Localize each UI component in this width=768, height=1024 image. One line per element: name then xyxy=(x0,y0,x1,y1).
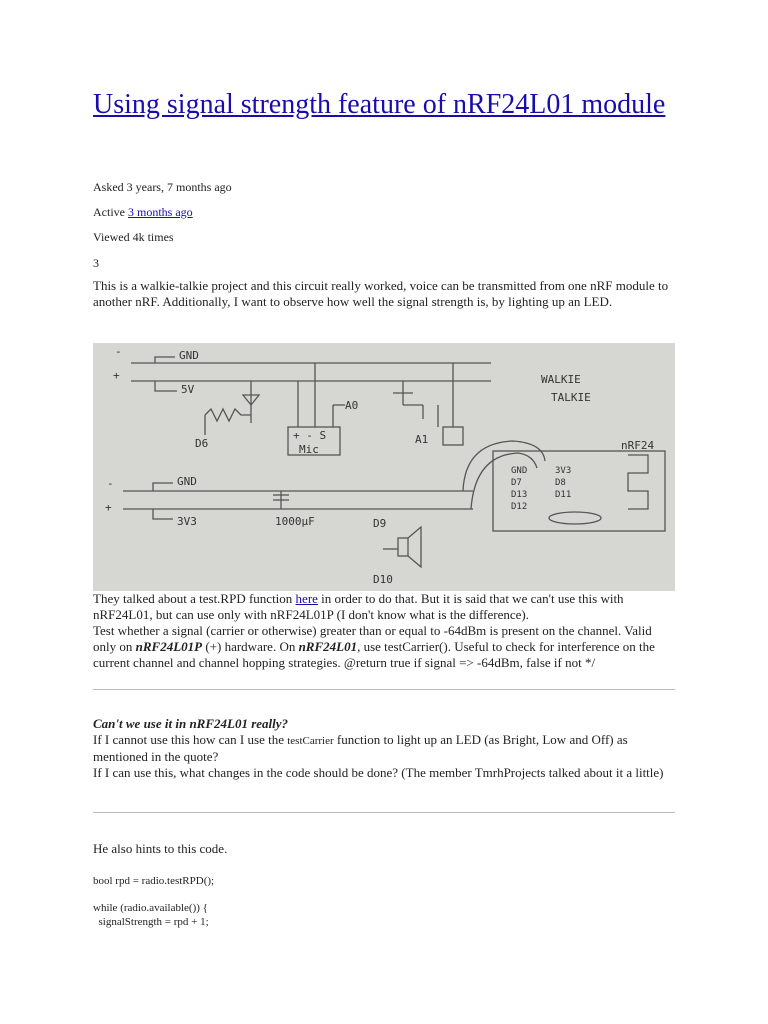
active-info xyxy=(93,205,193,219)
label-mic: Mic xyxy=(299,443,319,456)
rpd-text-before: They talked about a test.RPD function xyxy=(93,591,296,606)
label-d6: D6 xyxy=(195,437,209,450)
label-pin-d13: D13 xyxy=(511,490,528,500)
label-d9: D9 xyxy=(373,517,387,530)
testcarrier-code: testCarrier xyxy=(287,735,334,747)
label-talkie: TALKIE xyxy=(551,391,591,404)
code-line-1: bool rpd = radio.testRPD(); xyxy=(93,875,215,887)
label-pin-d12: D12 xyxy=(511,502,528,512)
label-minus-bot: - xyxy=(107,477,114,490)
label-pin-d7: D7 xyxy=(511,478,522,488)
label-walkie: WALKIE xyxy=(541,373,581,386)
label-d10: D10 xyxy=(373,573,393,586)
question-heading: Can't we use it in nRF24L01 really? xyxy=(93,716,289,731)
question-2: If I can use this, what changes in the code should be done? (The member TmrhProjects talked about it a little) xyxy=(93,765,664,780)
label-gnd-bot: GND xyxy=(177,475,197,488)
active-label: Active xyxy=(93,205,125,219)
question-1-a: If I cannot use this how can I use the xyxy=(93,732,288,747)
label-a0: A0 xyxy=(345,399,359,412)
label-mic-pins: + - S xyxy=(293,429,327,442)
label-5v: 5V xyxy=(181,383,195,396)
code-line-2: while (radio.available()) { xyxy=(93,902,208,914)
rpd-paragraph xyxy=(93,591,678,671)
view-count: Viewed 4k times xyxy=(93,230,174,244)
circuit-sketch-image xyxy=(93,343,675,591)
label-capacitor: 1000μF xyxy=(275,515,315,528)
divider-1 xyxy=(93,689,675,690)
divider-2 xyxy=(93,812,675,813)
label-a1: A1 xyxy=(415,433,429,446)
label-gnd-top: GND xyxy=(179,349,199,362)
quote-text-a: Test whether a signal (carrier or otherwise) greater than or equal to -64dBm is present on the channel. Valid only on xyxy=(93,623,652,654)
intro-paragraph: This is a walkie-talkie project and this circuit really worked, voice can be transmitted from one nRF module to another nRF. Additionally, I want to observe how well the signal strength is, by lighting up an LED. xyxy=(93,278,669,309)
rpd-text-after: in order to do that. But it is said that we can't use this with nRF24L01, but can use only with nRF24L01P (I don't know what is the difference). xyxy=(93,591,624,622)
question-block xyxy=(93,716,678,781)
quote-text-c: (+) hardware. On xyxy=(202,639,299,654)
label-nrf24: nRF24 xyxy=(621,439,655,452)
asked-date: Asked 3 years, 7 months ago xyxy=(93,180,232,194)
label-pin-gnd: GND xyxy=(511,466,528,476)
label-pin-d11: D11 xyxy=(555,490,572,500)
label-pin-3v3: 3V3 xyxy=(555,466,572,476)
question-title-link[interactable]: Using signal strength feature of nRF24L01 module xyxy=(93,89,666,120)
question-title xyxy=(93,88,673,122)
quote-chip-p: nRF24L01P xyxy=(135,639,203,654)
label-minus-top: - xyxy=(115,345,122,358)
label-3v3: 3V3 xyxy=(177,515,197,528)
active-date-link[interactable]: 3 months ago xyxy=(128,205,193,219)
question-1-b: function to light up an LED (as Bright, Low and Off) as mentioned in the quote? xyxy=(93,732,628,764)
hint-paragraph: He also hints to this code. xyxy=(93,841,228,856)
label-plus-bot: + xyxy=(105,501,112,514)
quote-chip: nRF24L01 xyxy=(298,639,358,654)
vote-count: 3 xyxy=(93,256,99,270)
here-link[interactable]: here xyxy=(295,591,318,606)
circuit-sketch-drawing xyxy=(93,343,675,591)
label-plus-top: + xyxy=(113,369,120,382)
label-pin-d8: D8 xyxy=(555,478,566,488)
code-line-3: signalStrength = rpd + 1; xyxy=(93,916,209,928)
quote-text-e: , use testCarrier(). Useful to check for interference on the current channel and channel hopping strategies. @return true if signal => -64dBm, false if not */ xyxy=(93,639,655,670)
